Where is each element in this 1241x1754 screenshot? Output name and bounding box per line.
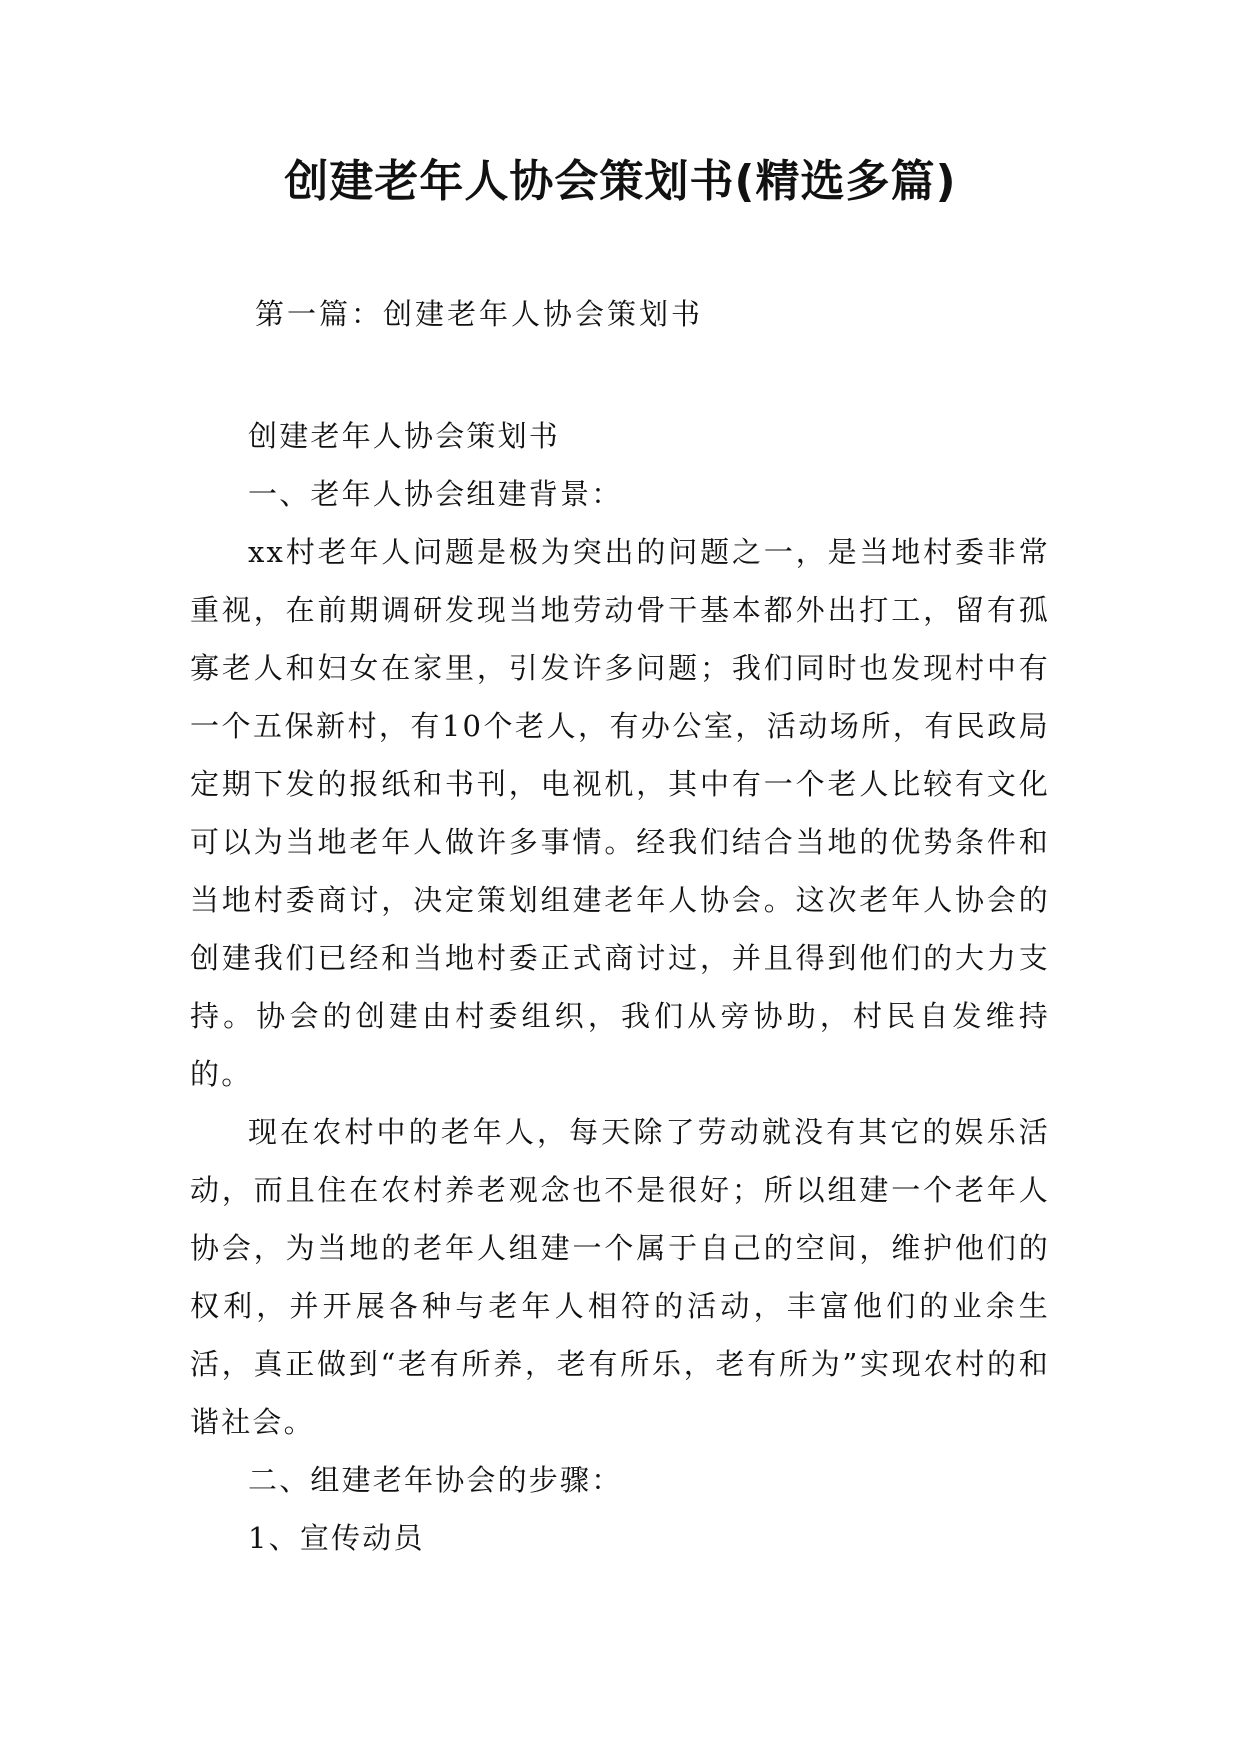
document-body <box>190 407 1050 1567</box>
section-heading: 一、老年人协会组建背景： <box>248 477 623 511</box>
body-paragraph: 现在农村中的老年人，每天除了劳动就没有其它的娱乐活动，而且住在农村养老观念也不是很好；所以组建一个老年人协会，为当地的老年人组建一个属于自己的空间，维护他们的权利，并开展各种与老年人相符的活动，丰富他们的业余生活，真正做到“老有所养，老有所乐，老有所为”实现农村的和谐社会。 <box>190 1115 1050 1439</box>
section-heading: 二、组建老年协会的步骤： <box>248 1463 623 1497</box>
section-title: 创建老年人协会策划书 <box>248 419 561 453</box>
body-paragraph: xx村老年人问题是极为突出的问题之一，是当地村委非常重视，在前期调研发现当地劳动骨干基本都外出打工，留有孤寡老人和妇女在家里，引发许多问题；我们同时也发现村中有一个五保新村，有10个老人，有办公室，活动场所，有民政局定期下发的报纸和书刊，电视机，其中有一个老人比较有文化可以为当地老年人做许多事情。经我们结合当地的优势条件和当地村委商讨，决定策划组建老年人协会。这次老年人协会的创建我们已经和当地村委正式商讨过，并且得到他们的大力支持。协会的创建由村委组织，我们从旁协助，村民自发维持的。 <box>190 535 1050 1091</box>
chapter-heading: 第一篇：创建老年人协会策划书 <box>255 297 704 331</box>
subsection-heading: 1、宣传动员 <box>248 1521 425 1555</box>
document-title: 创建老年人协会策划书(精选多篇) <box>284 156 957 207</box>
